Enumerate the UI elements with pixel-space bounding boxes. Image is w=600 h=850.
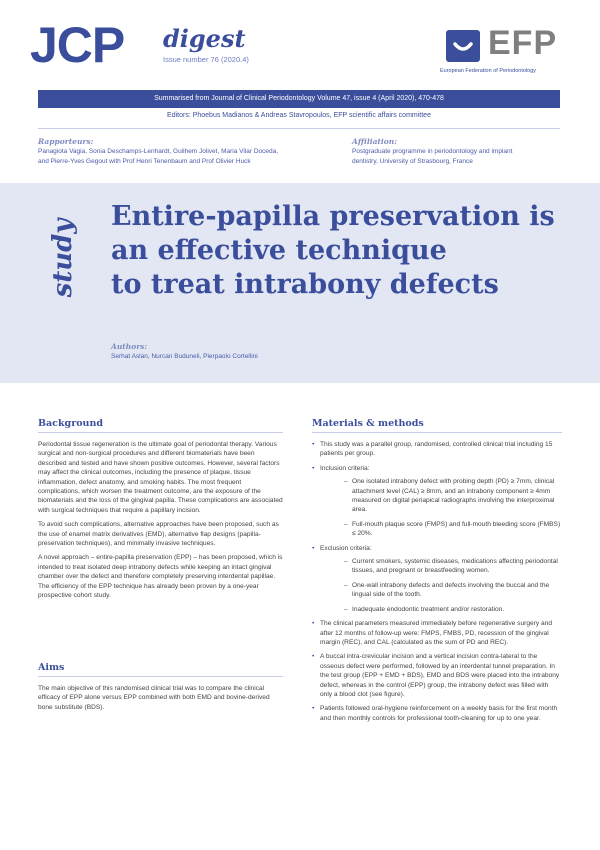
- list-item: • This study was a parallel group, randomised, controlled clinical trial including 15 patients per group.: [312, 440, 562, 459]
- digest-label: digest: [163, 24, 246, 53]
- methods-body: [312, 440, 562, 728]
- rapporteurs-label: Rapporteurs:: [38, 137, 94, 146]
- jcp-logo: JCP: [30, 17, 125, 73]
- background-body: [38, 440, 283, 606]
- article-title: [111, 200, 581, 302]
- list-item: • Patients followed oral-hygiene reinforcement on a weekly basis for the first month and then monthly controls for professional tooth-cleaning for up to one year.: [312, 704, 562, 723]
- rapporteurs-names: [38, 147, 348, 166]
- affiliation-label: Affiliation:: [352, 137, 397, 146]
- study-label: study: [48, 218, 78, 298]
- title-line: an effective technique: [111, 235, 447, 266]
- affiliation-line: dentistry, University of Strasbourg, France: [352, 157, 473, 165]
- divider: [38, 128, 560, 129]
- affiliation-text: [352, 147, 567, 166]
- background-heading: Background: [38, 418, 103, 429]
- aims-heading: Aims: [38, 662, 65, 673]
- efp-smile-icon: [446, 30, 480, 62]
- issue-number: Issue number 76 (2020.4): [163, 55, 249, 64]
- rapporteurs-line: and Pierre-Yves Gegout with Prof Henri Tenenbaum and Prof Olivier Huck: [38, 157, 251, 165]
- sub-list-item: – One isolated intrabony defect with probing depth (PD) ≥ 7mm, clinical attachment level (CAL) ≥ 8mm, and an intrabony component ≥ 4mm measured on digital periapical radiographs involving the interproximal area.: [320, 477, 562, 515]
- list-item: • The clinical parameters measured immediately before regenerative surgery and after 12 months of follow-up were: FMPS, FMBS, PD, recession of the gingival margin (REC), and CAL (calculated as the sum of PD and REC).: [312, 619, 562, 647]
- divider: [38, 432, 283, 433]
- list-item: • Exclusion criteria: – Current smokers, systemic diseases, medications affecting periodontal tissues, and pregnant or breastfeeding women. – One-wall intrabony defects and defects involving the buccal and the lingual side of the tooth. – Inadequate endodontic treatment and/or restoration.: [312, 544, 562, 614]
- title-line: Entire-papilla preservation is: [111, 201, 555, 232]
- rapporteurs-line: Panagiota Vagia, Sonia Deschamps-Lenhardt, Guilhem Jolivet, Maria Vilar Doceda,: [38, 148, 279, 155]
- affiliation-line: Postgraduate programme in periodontology and implant: [352, 148, 513, 155]
- list-item: • Inclusion criteria: – One isolated intrabony defect with probing depth (PD) ≥ 7mm, clinical attachment level (CAL) ≥ 8mm, and an intrabony component ≥ 4mm measured on digital periapical radiographs involving the interproximal area. – Full-mouth plaque score (FMPS) and full-mouth bleeding score (FMBS) ≤ 20%.: [312, 464, 562, 539]
- authors-label: Authors:: [111, 342, 148, 351]
- paragraph: To avoid such complications, alternative approaches have been proposed, such as the use of enamel matrix derivatives (EMD), alternative flap designs (papilla-preservation techniques), and minimally invasive techniques.: [38, 521, 279, 548]
- authors-names: Serhat Aslan, Nurcan Buduneli, Pierpaolo Cortellini: [111, 353, 258, 360]
- title-line: to treat intrabony defects: [111, 269, 499, 300]
- sub-list-item: – Full-mouth plaque score (FMPS) and full-mouth bleeding score (FMBS) ≤ 20%.: [320, 520, 562, 539]
- sub-list-item: – Inadequate endodontic treatment and/or restoration.: [320, 605, 562, 614]
- methods-heading: Materials & methods: [312, 418, 424, 429]
- paragraph: A novel approach – entire-papilla preservation (EPP) – has been proposed, which is intended to treat isolated deep intrabony defects while keeping an intact gingival chamber over the defect and therefore completely preserving interdental papillae. The efficiency of the EPP technique has already been proven by a one-year prospective cohort study.: [38, 554, 283, 600]
- sub-list-item: – Current smokers, systemic diseases, medications affecting periodontal tissues, and pregnant or breastfeeding women.: [320, 557, 562, 576]
- divider: [312, 432, 562, 433]
- sub-list-item: – One-wall intrabony defects and defects involving the buccal and the lingual side of the tooth.: [320, 581, 562, 600]
- paragraph: Periodontal tissue regeneration is the ultimate goal of periodontal therapy. Various surgical and non-surgical procedures and different biomaterials have been described and tested and have shown positive outcomes. However, several factors may affect the clinical outcomes, including the presence of plaque, tissue inflammation, defect anatomy, and smoking habits. The most frequent complications, which worsen the treatment outcome, are the exposure of the biomaterials and the loss of the gingival papilla. These complications are associated with surgical techniques that require a papillary incision.: [38, 441, 283, 514]
- paragraph: The main objective of this randomised clinical trial was to compare the clinical efficacy of EPP alone versus EPP combined with both EMD and bovine-derived bone substitute (BDS).: [38, 685, 270, 711]
- source-banner: Summarised from Journal of Clinical Periodontology Volume 47, issue 4 (April 2020), 470-478: [38, 90, 560, 108]
- editors-line: Editors: Phoebus Madianos & Andreas Stavropoulos, EFP scientific affairs committee: [167, 112, 431, 119]
- efp-logo: EFP: [488, 24, 558, 62]
- divider: [38, 676, 283, 677]
- aims-body: [38, 684, 283, 717]
- list-item: • A buccal intra-crevicular incision and a vertical incision contra-lateral to the osseous defect were performed, followed by an interdental tunnel preparation. In the test group (EPP + EMD + BDS), EMD and BDS were placed into the intrabony defect, whereas in the control (EPP) group, the intrabony defect was filled with only a blood clot (see figure).: [312, 652, 562, 699]
- efp-subtitle: European Federation of Periodontology: [440, 68, 537, 74]
